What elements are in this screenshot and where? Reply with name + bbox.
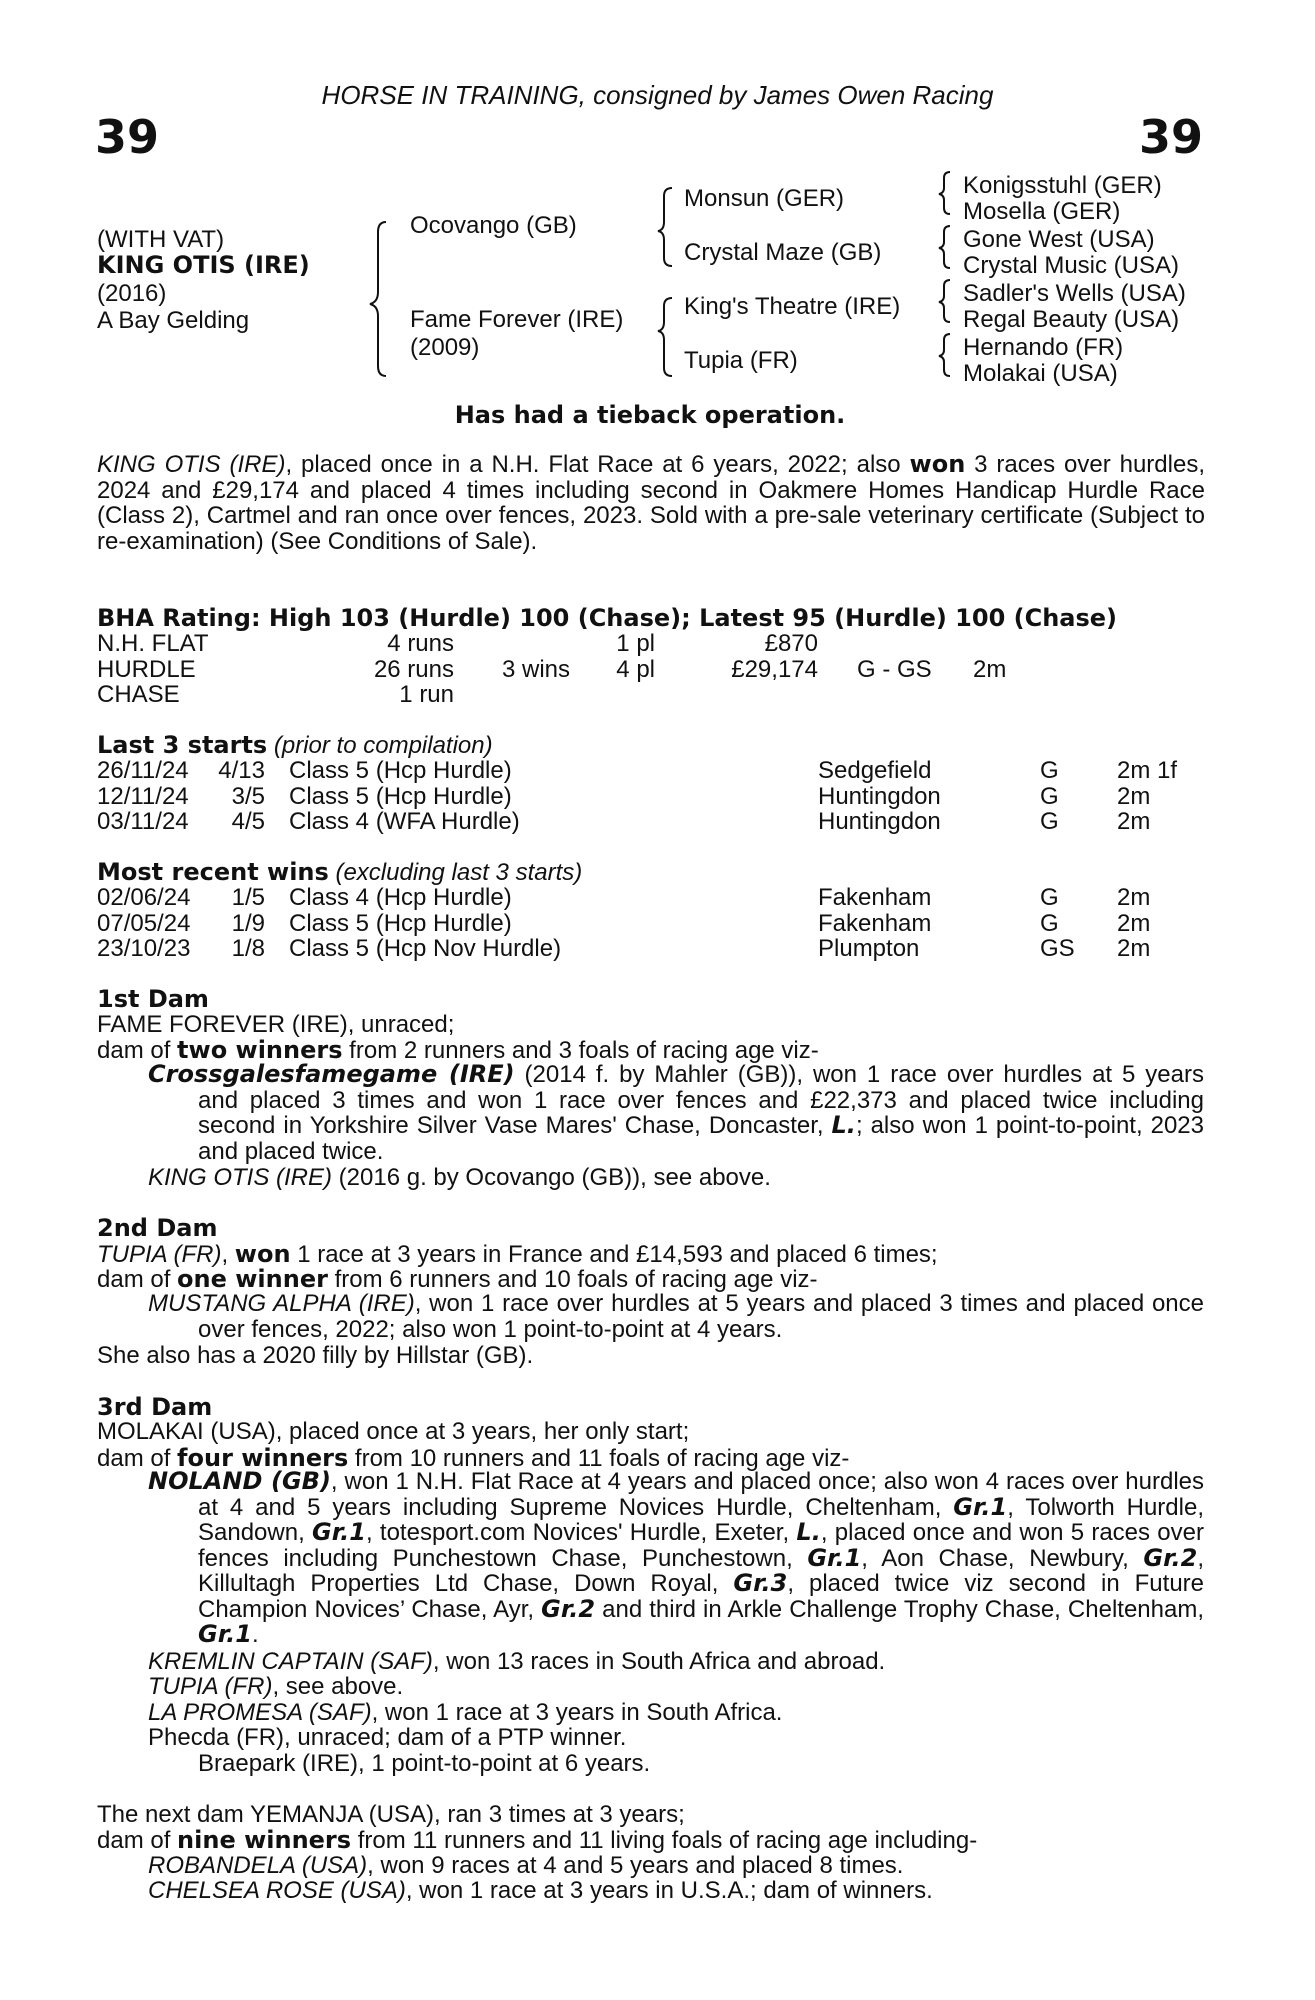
recent-dist: 2m <box>1117 909 1151 937</box>
last3-pos: 4/5 <box>231 808 265 835</box>
pedigree-ggs1: Konigsstuhl (GER) <box>963 172 1162 199</box>
rating-runs: 26 runs <box>373 655 454 683</box>
last3-course: Huntingdon <box>818 808 941 835</box>
dam1-progeny-2: KING OTIS (IRE) (2016 g. by Ocovango (GB)), see above. <box>148 1164 771 1191</box>
rating-type: N.H. FLAT <box>97 630 209 657</box>
pedigree-ggs2: Mosella (GER) <box>963 198 1121 225</box>
rating-prize: £29,174 <box>731 655 818 683</box>
horse-name: KING OTIS (IRE) <box>97 251 310 279</box>
rating-runs: 4 runs <box>387 630 454 657</box>
recent-row <box>0 936 1315 962</box>
last3-going: G <box>1040 782 1059 810</box>
lot-number-left: 39 <box>95 110 160 164</box>
recent-date: 07/05/24 <box>97 909 191 937</box>
rating-pl: 1 pl <box>616 630 655 657</box>
rating-going: G - GS <box>857 655 932 683</box>
pedigree-ggs4: Crystal Music (USA) <box>963 252 1180 279</box>
summary-paragraph: KING OTIS (IRE), placed once in a N.H. Flat Race at 6 years, 2022; also won 3 races over hurdles, 2024 and £29,174 and placed 4 times including second in Oakmere Homes Handicap Hurdle Race (Class 2), Cartmel and ran once over fences, 2023. Sold with a pre-sale veterinary certificate (Subject to re-examination) (See Conditions of Sale). <box>97 450 1205 555</box>
rating-wins: 3 wins <box>501 655 570 683</box>
pedigree-ggs6: Regal Beauty (USA) <box>963 306 1180 333</box>
nextdam-progeny-2: CHELSEA ROSE (USA), won 1 race at 3 years in U.S.A.; dam of winners. <box>148 1877 933 1904</box>
last3-row <box>0 784 1315 810</box>
last3-course: Huntingdon <box>818 782 941 810</box>
dam2-line1: TUPIA (FR), won 1 race at 3 years in France and £14,593 and placed 6 times; <box>97 1240 938 1268</box>
last3-heading: Last 3 starts (prior to compilation) <box>97 731 493 759</box>
recent-dist: 2m <box>1117 935 1151 962</box>
dam3-line1: MOLAKAI (USA), placed once at 3 years, her only start; <box>97 1418 690 1445</box>
nextdam-line2: dam of nine winners from 11 runners and 11 living foals of racing age including- <box>97 1826 978 1854</box>
pedigree-dam-year: (2009) <box>410 334 480 361</box>
vat-note: (WITH VAT) <box>97 226 225 253</box>
dam2-last-line: She also has a 2020 filly by Hillstar (GB). <box>97 1342 534 1369</box>
pedigree-gs1: Monsun (GER) <box>684 185 845 212</box>
recent-race: Class 5 (Hcp Hurdle) <box>289 909 512 937</box>
dam3-progeny-tupia: TUPIA (FR), see above. <box>148 1673 404 1700</box>
rating-type: CHASE <box>97 681 180 708</box>
brace-gs2 <box>939 226 950 268</box>
dam2-heading: 2nd Dam <box>97 1214 218 1242</box>
rating-prize: £870 <box>764 630 818 657</box>
last3-dist: 2m 1f <box>1117 757 1178 784</box>
pedigree-gs4: Tupia (FR) <box>684 347 798 374</box>
dam3-progeny-phecda: Phecda (FR), unraced; dam of a PTP winner. <box>148 1724 627 1751</box>
dam3-progeny-noland: NOLAND (GB), won 1 N.H. Flat Race at 4 years and placed once; also won 4 races over hurdles at 4 and 5 years including Supreme Novices Hurdle, Cheltenham, Gr.1, Tolworth Hurdle, Sandown, Gr.1, totesport.com Novices' Hurdle, Exeter, L., placed once and won 5 races over fences including Punchestown Chase, Punchestown, Gr.1, Aon Chase, Newbury, Gr.2, Killultagh Properties Ltd Chase, Down Royal, Gr.3, placed twice viz second in Future Champion Novices’ Chase, Ayr, Gr.2 and third in Arkle Challenge Trophy Chase, Cheltenham, Gr.1. <box>148 1467 1205 1648</box>
last3-pos: 3/5 <box>231 782 265 810</box>
dam1-line1: FAME FOREVER (IRE), unraced; <box>97 1011 455 1038</box>
brace-gs1 <box>939 172 950 214</box>
last3-row <box>0 809 1315 835</box>
last3-race: Class 5 (Hcp Hurdle) <box>289 757 512 784</box>
nextdam-line1: The next dam YEMANJA (USA), ran 3 times at 3 years; <box>97 1801 685 1828</box>
rating-row <box>0 682 1315 708</box>
rating-runs: 1 run <box>399 681 454 708</box>
recent-wins-heading: Most recent wins (excluding last 3 starts) <box>97 858 583 886</box>
tieback-notice: Has had a tieback operation. <box>454 401 846 429</box>
recent-course: Fakenham <box>818 909 932 937</box>
recent-row <box>0 911 1315 937</box>
rating-dist: 2m <box>973 655 1007 683</box>
dam2-line2: dam of one winner from 6 runners and 10 foals of racing age viz- <box>97 1265 818 1293</box>
last3-date: 03/11/24 <box>97 808 189 835</box>
dam1-progeny-1: Crossgalesfamegame (IRE) (2014 f. by Mahler (GB)), won 1 race over hurdles at 5 years and placed 3 times and won 1 race over fences and £22,373 and placed twice including second in Yorkshire Silver Vase Mares' Chase, Doncaster, L.; also won 1 point-to-point, 2023 and placed twice. <box>148 1060 1204 1165</box>
nextdam-progeny-1: ROBANDELA (USA), won 9 races at 4 and 5 years and placed 8 times. <box>148 1852 904 1879</box>
brace-gs3 <box>939 280 950 322</box>
pedigree-ggs5: Sadler's Wells (USA) <box>963 280 1186 307</box>
recent-dist: 2m <box>1117 884 1151 911</box>
recent-row <box>0 885 1315 911</box>
pedigree-gs2: Crystal Maze (GB) <box>684 239 882 266</box>
dam1-line2: dam of two winners from 2 runners and 3 foals of racing age viz- <box>97 1036 819 1064</box>
pedigree-dam: Fame Forever (IRE) <box>410 306 624 333</box>
recent-going: G <box>1040 909 1059 937</box>
pedigree-ggs8: Molakai (USA) <box>963 360 1118 387</box>
lot-number-right: 39 <box>1138 110 1203 164</box>
last3-row <box>0 758 1315 784</box>
pedigree-ggs3: Gone West (USA) <box>963 226 1155 253</box>
rating-pl: 4 pl <box>616 655 655 683</box>
recent-course: Plumpton <box>818 935 920 962</box>
last3-dist: 2m <box>1117 782 1151 810</box>
rating-type: HURDLE <box>97 655 196 683</box>
dam2-progeny-1: MUSTANG ALPHA (IRE), won 1 race over hurdles at 5 years and placed 3 times and placed once over fences, 2022; also won 1 point-to-point at 4 years. <box>148 1290 1205 1343</box>
pedigree-sire: Ocovango (GB) <box>410 212 577 239</box>
recent-course: Fakenham <box>818 884 932 911</box>
page-header: HORSE IN TRAINING, consigned by James Owen Racing <box>321 80 994 110</box>
recent-date: 23/10/23 <box>97 935 191 962</box>
last3-going: G <box>1040 808 1059 835</box>
recent-going: GS <box>1040 935 1075 962</box>
brace-sire <box>658 188 672 266</box>
last3-going: G <box>1040 757 1059 784</box>
pedigree-gs3: King's Theatre (IRE) <box>684 293 901 320</box>
dam3-heading: 3rd Dam <box>97 1393 213 1421</box>
recent-date: 02/06/24 <box>97 884 191 911</box>
bha-rating-heading: BHA Rating: High 103 (Hurdle) 100 (Chase); Latest 95 (Hurdle) 100 (Chase) <box>97 604 1118 632</box>
recent-pos: 1/9 <box>231 909 265 937</box>
last3-pos: 4/13 <box>218 757 265 784</box>
dam3-phecda-progeny: Braepark (IRE), 1 point-to-point at 6 years. <box>198 1750 651 1777</box>
last3-course: Sedgefield <box>818 757 932 784</box>
rating-row <box>0 631 1315 657</box>
recent-pos: 1/8 <box>231 935 265 962</box>
dam3-line2: dam of four winners from 10 runners and 11 foals of racing age viz- <box>97 1444 850 1472</box>
last3-date: 12/11/24 <box>97 782 189 810</box>
summary-horse-name: KING OTIS (IRE) <box>97 451 286 478</box>
brace-gs4 <box>939 334 950 376</box>
last3-race: Class 5 (Hcp Hurdle) <box>289 782 512 810</box>
rating-row <box>0 657 1315 683</box>
dam3-progeny-promesa: LA PROMESA (SAF), won 1 race at 3 years in South Africa. <box>148 1699 783 1726</box>
dam3-progeny-kremlin: KREMLIN CAPTAIN (SAF), won 13 races in South Africa and abroad. <box>148 1648 886 1675</box>
recent-pos: 1/5 <box>231 884 265 911</box>
dam1-heading: 1st Dam <box>97 985 209 1013</box>
brace-main <box>370 222 386 376</box>
last3-date: 26/11/24 <box>97 757 189 784</box>
recent-race: Class 4 (Hcp Hurdle) <box>289 884 512 911</box>
last3-race: Class 4 (WFA Hurdle) <box>289 808 520 835</box>
recent-going: G <box>1040 884 1059 911</box>
horse-description: A Bay Gelding <box>97 307 250 334</box>
last3-dist: 2m <box>1117 808 1151 835</box>
recent-race: Class 5 (Hcp Nov Hurdle) <box>289 935 562 962</box>
horse-year: (2016) <box>97 280 167 307</box>
brace-dam <box>658 298 672 376</box>
pedigree-ggs7: Hernando (FR) <box>963 334 1124 361</box>
